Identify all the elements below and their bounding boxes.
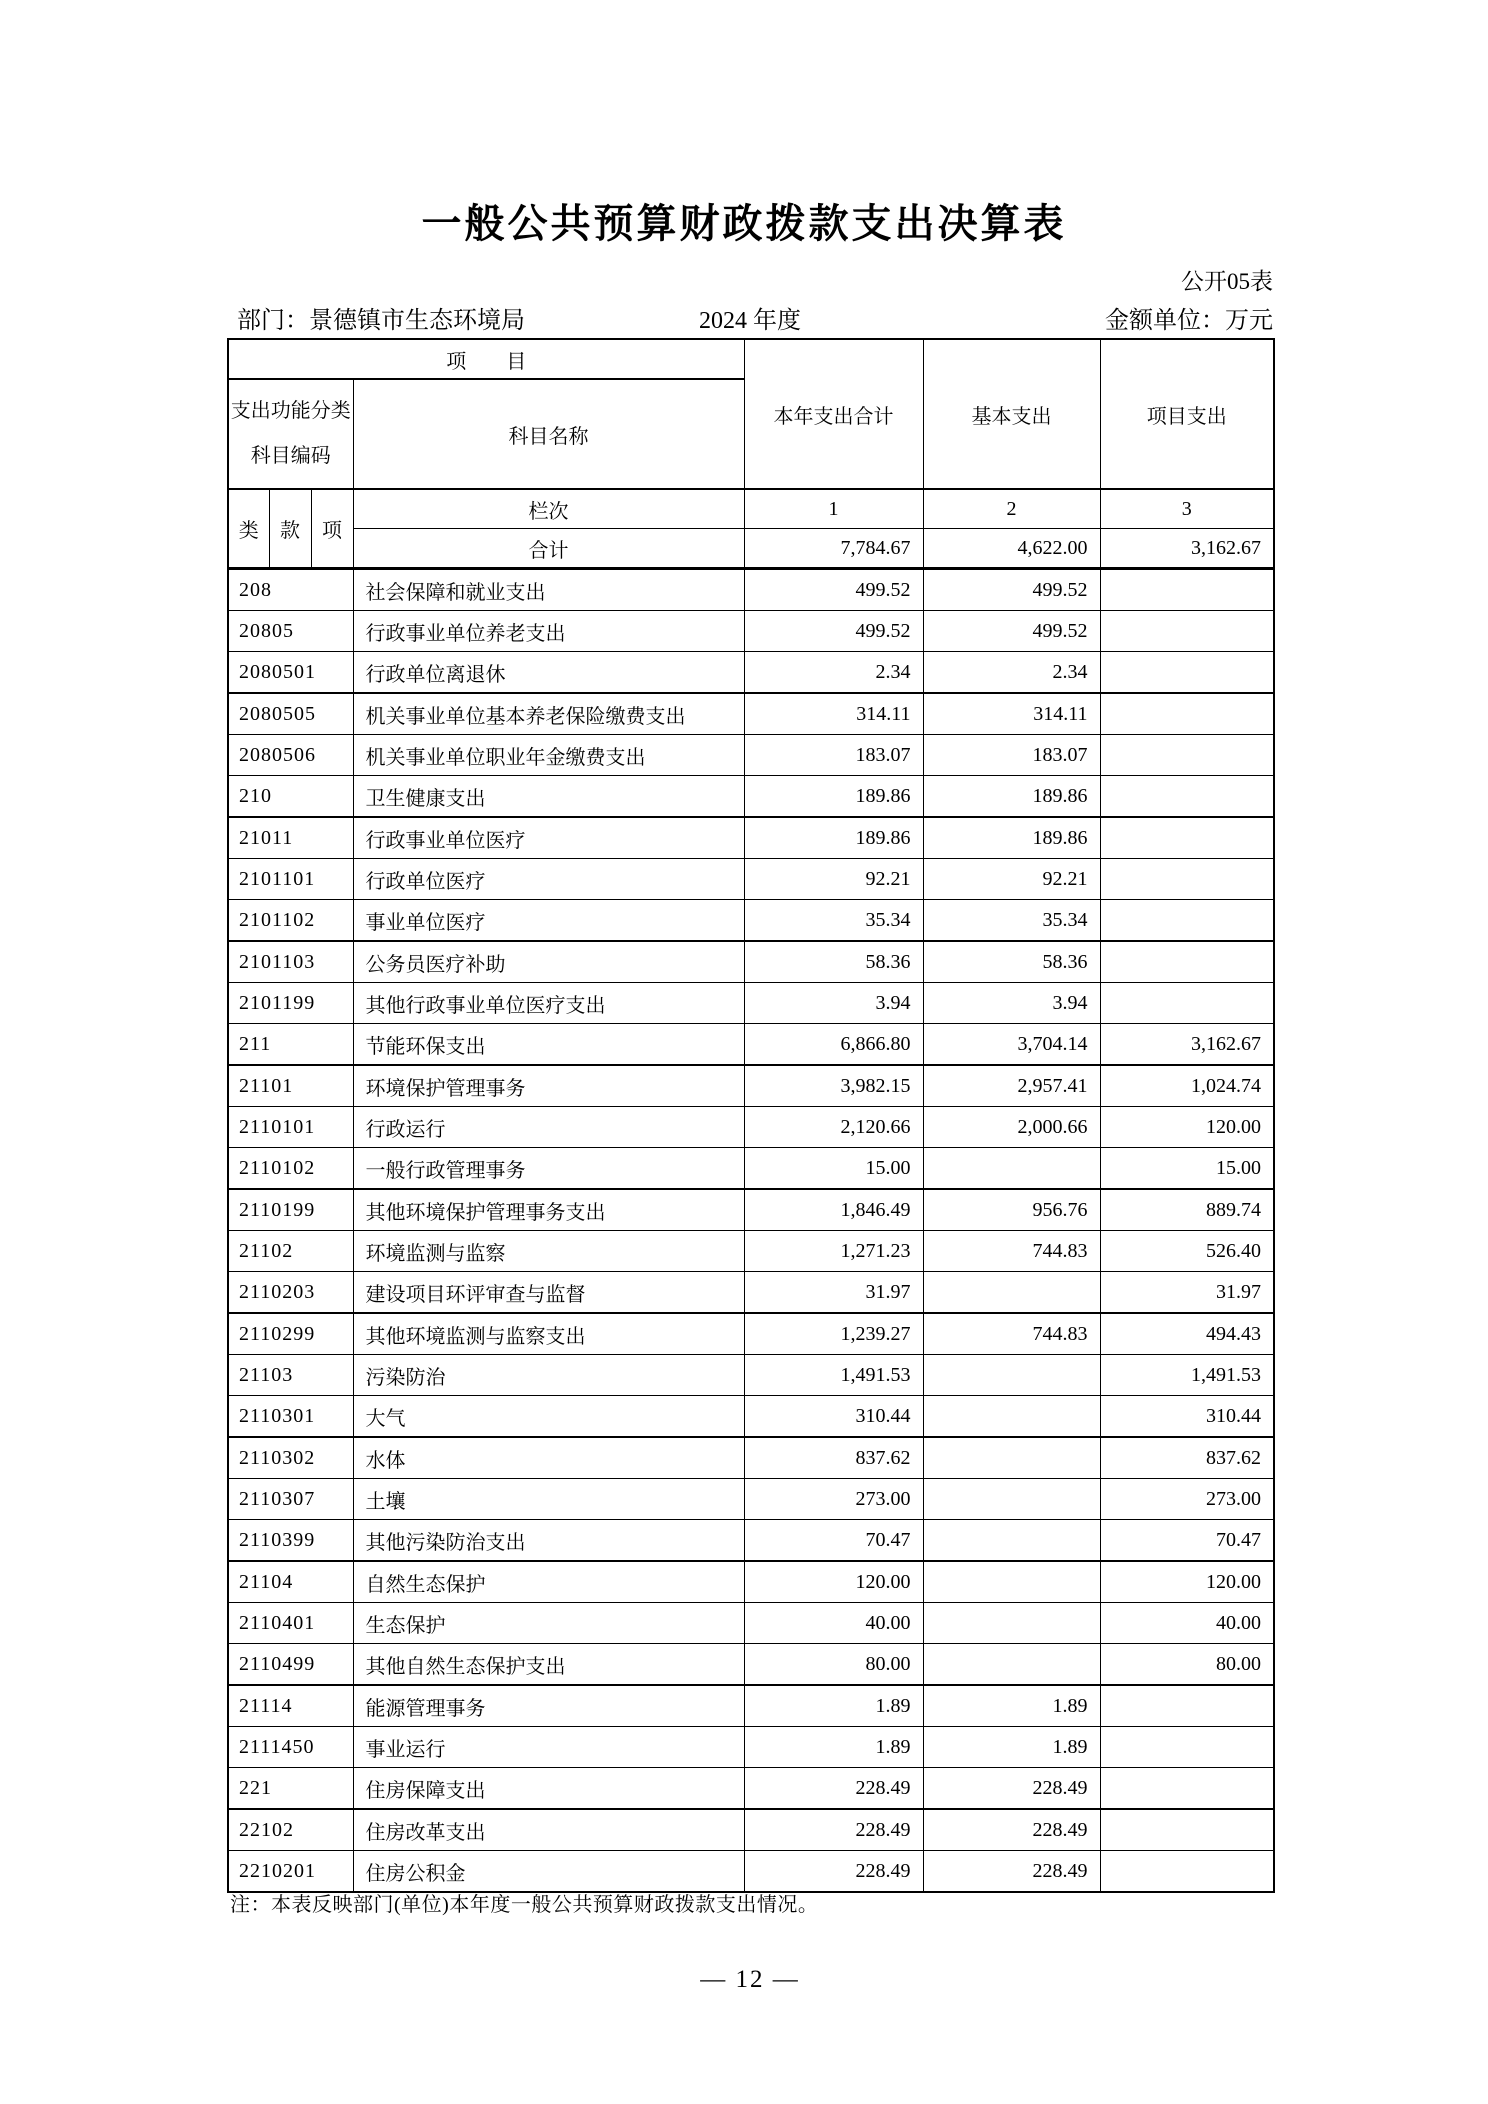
total-row-label: 合计 bbox=[353, 529, 744, 569]
header-row-lanci bbox=[228, 489, 1274, 529]
table-header-rows bbox=[228, 339, 1274, 569]
row-project-cell: 837.62 bbox=[1100, 1437, 1274, 1479]
row-code-cell: 2110301 bbox=[228, 1396, 353, 1438]
row-total-cell: 1,491.53 bbox=[744, 1355, 923, 1396]
table-row bbox=[228, 569, 1274, 611]
budget-table bbox=[227, 338, 1275, 1893]
row-project-cell: 889.74 bbox=[1100, 1189, 1274, 1231]
row-subject-name-cell: 行政运行 bbox=[353, 1107, 744, 1148]
header-row-project bbox=[228, 339, 1274, 379]
row-total-cell: 228.49 bbox=[744, 1851, 923, 1893]
row-subject-name-cell: 住房公积金 bbox=[353, 1851, 744, 1893]
row-code-cell: 22102 bbox=[228, 1809, 353, 1851]
row-subject-name-cell: 其他环境保护管理事务支出 bbox=[353, 1189, 744, 1231]
project-header-cell: 项 目 bbox=[228, 339, 744, 379]
row-project-cell bbox=[1100, 611, 1274, 652]
table-row bbox=[228, 735, 1274, 776]
code-header-line2: 科目编码 bbox=[250, 445, 331, 467]
total-row-project: 3,162.67 bbox=[1100, 529, 1274, 569]
row-subject-name-cell: 卫生健康支出 bbox=[353, 776, 744, 818]
table-row bbox=[228, 1024, 1274, 1066]
total-row-total: 7,784.67 bbox=[744, 529, 923, 569]
row-code-cell: 2110101 bbox=[228, 1107, 353, 1148]
row-subject-name-cell: 社会保障和就业支出 bbox=[353, 569, 744, 611]
row-project-cell: 310.44 bbox=[1100, 1396, 1274, 1438]
row-basic-cell bbox=[923, 1520, 1100, 1562]
row-basic-cell: 499.52 bbox=[923, 611, 1100, 652]
column-number-3: 3 bbox=[1100, 489, 1274, 529]
row-subject-name-cell: 机关事业单位基本养老保险缴费支出 bbox=[353, 693, 744, 735]
table-row bbox=[228, 1437, 1274, 1479]
row-project-cell: 1,024.74 bbox=[1100, 1065, 1274, 1107]
row-total-cell: 92.21 bbox=[744, 859, 923, 900]
column-header-project-exp: 项目支出 bbox=[1100, 339, 1274, 489]
row-basic-cell: 314.11 bbox=[923, 693, 1100, 735]
row-code-cell: 211 bbox=[228, 1024, 353, 1066]
row-total-cell: 80.00 bbox=[744, 1644, 923, 1686]
row-project-cell bbox=[1100, 941, 1274, 983]
row-subject-name-cell: 其他自然生态保护支出 bbox=[353, 1644, 744, 1686]
row-basic-cell bbox=[923, 1603, 1100, 1644]
table-row bbox=[228, 652, 1274, 694]
table-row bbox=[228, 1272, 1274, 1314]
row-basic-cell: 189.86 bbox=[923, 776, 1100, 818]
column-number-2: 2 bbox=[923, 489, 1100, 529]
row-basic-cell: 228.49 bbox=[923, 1851, 1100, 1893]
row-project-cell bbox=[1100, 735, 1274, 776]
row-code-cell: 21103 bbox=[228, 1355, 353, 1396]
row-total-cell: 15.00 bbox=[744, 1148, 923, 1190]
row-total-cell: 1.89 bbox=[744, 1685, 923, 1727]
row-basic-cell: 3,704.14 bbox=[923, 1024, 1100, 1066]
subcol-class: 类 bbox=[228, 489, 269, 569]
row-project-cell bbox=[1100, 859, 1274, 900]
row-basic-cell: 2,957.41 bbox=[923, 1065, 1100, 1107]
row-basic-cell: 228.49 bbox=[923, 1768, 1100, 1810]
row-total-cell: 2.34 bbox=[744, 652, 923, 694]
form-number-label: 公开05表 bbox=[1181, 269, 1273, 294]
row-code-cell: 2110399 bbox=[228, 1520, 353, 1562]
row-basic-cell: 3.94 bbox=[923, 983, 1100, 1024]
row-subject-name-cell: 环境监测与监察 bbox=[353, 1231, 744, 1272]
department-label: 部门：景德镇市生态环境局 bbox=[237, 308, 525, 334]
code-header-line1: 支出功能分类 bbox=[230, 400, 351, 422]
row-subject-name-cell: 节能环保支出 bbox=[353, 1024, 744, 1066]
row-total-cell: 58.36 bbox=[744, 941, 923, 983]
row-total-cell: 499.52 bbox=[744, 611, 923, 652]
row-code-cell: 2101103 bbox=[228, 941, 353, 983]
row-project-cell bbox=[1100, 1685, 1274, 1727]
row-basic-cell bbox=[923, 1272, 1100, 1314]
column-header-basic: 基本支出 bbox=[923, 339, 1100, 489]
table-row bbox=[228, 1561, 1274, 1603]
row-project-cell: 31.97 bbox=[1100, 1272, 1274, 1314]
table-row bbox=[228, 859, 1274, 900]
row-total-cell: 228.49 bbox=[744, 1809, 923, 1851]
code-header-cell bbox=[228, 379, 353, 489]
row-subject-name-cell: 大气 bbox=[353, 1396, 744, 1438]
row-code-cell: 2110102 bbox=[228, 1148, 353, 1190]
row-project-cell bbox=[1100, 776, 1274, 818]
row-subject-name-cell: 行政单位医疗 bbox=[353, 859, 744, 900]
table-row bbox=[228, 1231, 1274, 1272]
row-subject-name-cell: 一般行政管理事务 bbox=[353, 1148, 744, 1190]
table-row bbox=[228, 1355, 1274, 1396]
row-total-cell: 70.47 bbox=[744, 1520, 923, 1562]
table-row bbox=[228, 611, 1274, 652]
row-basic-cell: 183.07 bbox=[923, 735, 1100, 776]
total-row-basic: 4,622.00 bbox=[923, 529, 1100, 569]
row-total-cell: 1,239.27 bbox=[744, 1313, 923, 1355]
row-code-cell: 2111450 bbox=[228, 1727, 353, 1768]
row-project-cell bbox=[1100, 1851, 1274, 1893]
table-row bbox=[228, 1520, 1274, 1562]
row-subject-name-cell: 行政单位离退休 bbox=[353, 652, 744, 694]
row-subject-name-cell: 事业单位医疗 bbox=[353, 900, 744, 942]
row-code-cell: 2110199 bbox=[228, 1189, 353, 1231]
row-code-cell: 2110203 bbox=[228, 1272, 353, 1314]
row-code-cell: 2101102 bbox=[228, 900, 353, 942]
row-basic-cell bbox=[923, 1437, 1100, 1479]
row-project-cell bbox=[1100, 817, 1274, 859]
row-code-cell: 21101 bbox=[228, 1065, 353, 1107]
row-project-cell: 3,162.67 bbox=[1100, 1024, 1274, 1066]
row-total-cell: 1,846.49 bbox=[744, 1189, 923, 1231]
row-basic-cell bbox=[923, 1355, 1100, 1396]
row-project-cell: 526.40 bbox=[1100, 1231, 1274, 1272]
row-project-cell bbox=[1100, 1809, 1274, 1851]
row-basic-cell: 228.49 bbox=[923, 1809, 1100, 1851]
subcol-item: 项 bbox=[311, 489, 353, 569]
row-basic-cell: 2.34 bbox=[923, 652, 1100, 694]
row-project-cell bbox=[1100, 1768, 1274, 1810]
page-number: — 12 — bbox=[700, 1966, 800, 1993]
row-project-cell: 120.00 bbox=[1100, 1107, 1274, 1148]
row-subject-name-cell: 能源管理事务 bbox=[353, 1685, 744, 1727]
row-project-cell: 120.00 bbox=[1100, 1561, 1274, 1603]
row-total-cell: 310.44 bbox=[744, 1396, 923, 1438]
row-code-cell: 2210201 bbox=[228, 1851, 353, 1893]
subject-name-header: 科目名称 bbox=[353, 379, 744, 489]
row-code-cell: 21102 bbox=[228, 1231, 353, 1272]
row-total-cell: 273.00 bbox=[744, 1479, 923, 1520]
fiscal-year-label: 2024 年度 bbox=[699, 308, 801, 334]
table-row bbox=[228, 693, 1274, 735]
row-total-cell: 1,271.23 bbox=[744, 1231, 923, 1272]
row-subject-name-cell: 公务员医疗补助 bbox=[353, 941, 744, 983]
row-subject-name-cell: 机关事业单位职业年金缴费支出 bbox=[353, 735, 744, 776]
table-row bbox=[228, 941, 1274, 983]
row-subject-name-cell: 其他环境监测与监察支出 bbox=[353, 1313, 744, 1355]
total-row bbox=[228, 529, 1274, 569]
row-project-cell: 80.00 bbox=[1100, 1644, 1274, 1686]
row-basic-cell: 1.89 bbox=[923, 1685, 1100, 1727]
row-project-cell bbox=[1100, 983, 1274, 1024]
row-code-cell: 20805 bbox=[228, 611, 353, 652]
row-basic-cell: 956.76 bbox=[923, 1189, 1100, 1231]
row-code-cell: 21114 bbox=[228, 1685, 353, 1727]
table-row bbox=[228, 1603, 1274, 1644]
page-title: 一般公共预算财政拨款支出决算表 bbox=[421, 202, 1067, 246]
document-meta-row bbox=[227, 300, 1273, 332]
row-basic-cell bbox=[923, 1396, 1100, 1438]
row-basic-cell: 189.86 bbox=[923, 817, 1100, 859]
row-basic-cell bbox=[923, 1479, 1100, 1520]
table-row bbox=[228, 1644, 1274, 1686]
row-subject-name-cell: 污染防治 bbox=[353, 1355, 744, 1396]
row-code-cell: 21104 bbox=[228, 1561, 353, 1603]
amount-unit-label: 金额单位：万元 bbox=[1105, 308, 1273, 334]
row-code-cell: 2080501 bbox=[228, 652, 353, 694]
table-footnote: 注：本表反映部门(单位)本年度一般公共预算财政拨款支出情况。 bbox=[230, 1894, 819, 1916]
row-basic-cell: 744.83 bbox=[923, 1313, 1100, 1355]
row-project-cell: 40.00 bbox=[1100, 1603, 1274, 1644]
row-project-cell bbox=[1100, 569, 1274, 611]
row-total-cell: 183.07 bbox=[744, 735, 923, 776]
row-project-cell bbox=[1100, 693, 1274, 735]
row-subject-name-cell: 环境保护管理事务 bbox=[353, 1065, 744, 1107]
row-subject-name-cell: 水体 bbox=[353, 1437, 744, 1479]
row-code-cell: 210 bbox=[228, 776, 353, 818]
subcol-section: 款 bbox=[269, 489, 311, 569]
row-total-cell: 189.86 bbox=[744, 817, 923, 859]
row-total-cell: 1.89 bbox=[744, 1727, 923, 1768]
row-subject-name-cell: 建设项目环评审查与监督 bbox=[353, 1272, 744, 1314]
table-row bbox=[228, 1768, 1274, 1810]
row-code-cell: 2110302 bbox=[228, 1437, 353, 1479]
row-basic-cell bbox=[923, 1561, 1100, 1603]
row-total-cell: 35.34 bbox=[744, 900, 923, 942]
column-header-total: 本年支出合计 bbox=[744, 339, 923, 489]
row-code-cell: 2101101 bbox=[228, 859, 353, 900]
row-subject-name-cell: 生态保护 bbox=[353, 1603, 744, 1644]
row-project-cell: 494.43 bbox=[1100, 1313, 1274, 1355]
table-row bbox=[228, 776, 1274, 818]
table-row bbox=[228, 1396, 1274, 1438]
row-total-cell: 6,866.80 bbox=[744, 1024, 923, 1066]
row-code-cell: 21011 bbox=[228, 817, 353, 859]
row-project-cell bbox=[1100, 1727, 1274, 1768]
row-total-cell: 40.00 bbox=[744, 1603, 923, 1644]
table-row bbox=[228, 1148, 1274, 1190]
row-basic-cell: 1.89 bbox=[923, 1727, 1100, 1768]
table-row bbox=[228, 1851, 1274, 1893]
row-subject-name-cell: 住房改革支出 bbox=[353, 1809, 744, 1851]
row-total-cell: 3,982.15 bbox=[744, 1065, 923, 1107]
row-total-cell: 189.86 bbox=[744, 776, 923, 818]
row-total-cell: 837.62 bbox=[744, 1437, 923, 1479]
row-project-cell bbox=[1100, 900, 1274, 942]
row-subject-name-cell: 行政事业单位医疗 bbox=[353, 817, 744, 859]
row-subject-name-cell: 其他行政事业单位医疗支出 bbox=[353, 983, 744, 1024]
table-row bbox=[228, 817, 1274, 859]
row-basic-cell bbox=[923, 1644, 1100, 1686]
row-code-cell: 2080505 bbox=[228, 693, 353, 735]
table-row bbox=[228, 1809, 1274, 1851]
table-row bbox=[228, 900, 1274, 942]
row-total-cell: 3.94 bbox=[744, 983, 923, 1024]
row-code-cell: 2110307 bbox=[228, 1479, 353, 1520]
row-basic-cell: 499.52 bbox=[923, 569, 1100, 611]
row-code-cell: 2080506 bbox=[228, 735, 353, 776]
row-project-cell bbox=[1100, 652, 1274, 694]
table-row bbox=[228, 1107, 1274, 1148]
table-row bbox=[228, 1065, 1274, 1107]
table-row bbox=[228, 983, 1274, 1024]
row-subject-name-cell: 自然生态保护 bbox=[353, 1561, 744, 1603]
row-subject-name-cell: 土壤 bbox=[353, 1479, 744, 1520]
lanci-label: 栏次 bbox=[353, 489, 744, 529]
row-basic-cell: 92.21 bbox=[923, 859, 1100, 900]
row-basic-cell bbox=[923, 1148, 1100, 1190]
row-code-cell: 2101199 bbox=[228, 983, 353, 1024]
row-total-cell: 499.52 bbox=[744, 569, 923, 611]
row-total-cell: 31.97 bbox=[744, 1272, 923, 1314]
table-body bbox=[228, 569, 1274, 1893]
row-project-cell: 70.47 bbox=[1100, 1520, 1274, 1562]
row-total-cell: 2,120.66 bbox=[744, 1107, 923, 1148]
row-code-cell: 2110401 bbox=[228, 1603, 353, 1644]
row-basic-cell: 58.36 bbox=[923, 941, 1100, 983]
row-subject-name-cell: 其他污染防治支出 bbox=[353, 1520, 744, 1562]
row-total-cell: 120.00 bbox=[744, 1561, 923, 1603]
row-code-cell: 221 bbox=[228, 1768, 353, 1810]
row-basic-cell: 744.83 bbox=[923, 1231, 1100, 1272]
column-number-1: 1 bbox=[744, 489, 923, 529]
row-code-cell: 2110299 bbox=[228, 1313, 353, 1355]
row-project-cell: 273.00 bbox=[1100, 1479, 1274, 1520]
row-basic-cell: 2,000.66 bbox=[923, 1107, 1100, 1148]
table-row bbox=[228, 1189, 1274, 1231]
table-row bbox=[228, 1727, 1274, 1768]
row-total-cell: 228.49 bbox=[744, 1768, 923, 1810]
row-project-cell: 1,491.53 bbox=[1100, 1355, 1274, 1396]
table-row bbox=[228, 1313, 1274, 1355]
row-subject-name-cell: 住房保障支出 bbox=[353, 1768, 744, 1810]
row-basic-cell: 35.34 bbox=[923, 900, 1100, 942]
row-subject-name-cell: 行政事业单位养老支出 bbox=[353, 611, 744, 652]
table-row bbox=[228, 1479, 1274, 1520]
row-subject-name-cell: 事业运行 bbox=[353, 1727, 744, 1768]
row-code-cell: 2110499 bbox=[228, 1644, 353, 1686]
table-row bbox=[228, 1685, 1274, 1727]
row-project-cell: 15.00 bbox=[1100, 1148, 1274, 1190]
row-total-cell: 314.11 bbox=[744, 693, 923, 735]
row-code-cell: 208 bbox=[228, 569, 353, 611]
